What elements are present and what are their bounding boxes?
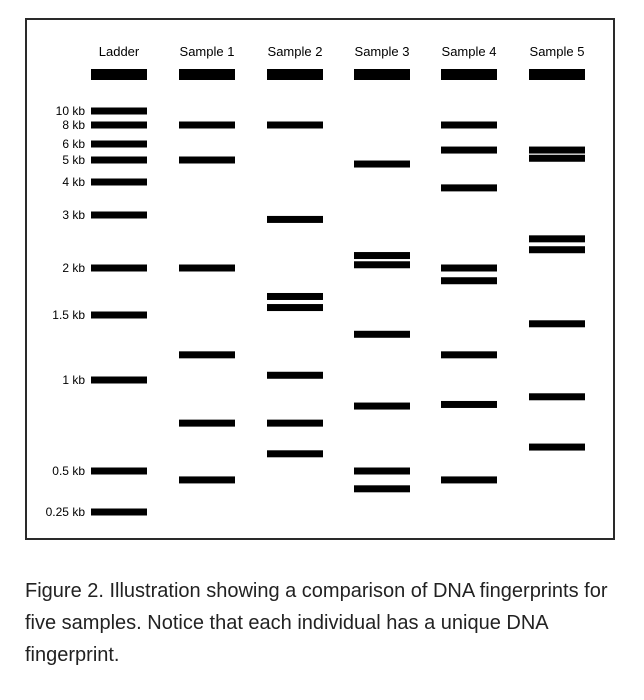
ladder-band [91,212,147,219]
dna-band [267,293,323,300]
ladder-band [91,312,147,319]
well-band [354,69,410,80]
dna-band [441,184,497,191]
dna-band [529,155,585,162]
ladder-band [91,265,147,272]
dna-band [529,444,585,451]
dna-band [441,476,497,483]
ladder-band [91,468,147,475]
size-label: 6 kb [62,137,85,151]
size-label: 3 kb [62,208,85,222]
size-label: 2 kb [62,261,85,275]
dna-band [354,485,410,492]
ladder-size-labels [46,104,86,519]
lane-header: Sample 5 [529,44,585,59]
lane-sample-1 [179,44,235,483]
size-label: 8 kb [62,118,85,132]
dna-band [529,147,585,154]
size-label: 0.25 kb [45,505,85,519]
well-band [91,69,147,80]
ladder-band [91,122,147,129]
dna-band [354,161,410,168]
well-band [441,69,497,80]
size-label: 4 kb [62,175,85,189]
well-band [267,69,323,80]
dna-band [267,420,323,427]
ladder-band [91,141,147,148]
dna-band [267,372,323,379]
ladder-band [91,509,147,516]
size-label: 10 kb [55,104,85,118]
lane-header: Sample 4 [441,44,497,59]
dna-band [529,235,585,242]
dna-band [179,420,235,427]
well-band [179,69,235,80]
lane-header: Sample 2 [267,44,323,59]
lane-sample-5 [529,44,585,451]
dna-band [267,304,323,311]
gel-figure [25,18,615,540]
dna-band [354,261,410,268]
dna-band [529,246,585,253]
dna-band [267,450,323,457]
dna-band [354,468,410,475]
ladder-band [91,157,147,164]
lane-sample-4 [441,44,497,483]
dna-band [179,476,235,483]
dna-band [529,393,585,400]
dna-band [441,265,497,272]
lane-header: Sample 1 [179,44,235,59]
lane-sample-2 [267,44,323,457]
lane-header: Sample 3 [354,44,410,59]
dna-band [179,157,235,164]
size-label: 0.5 kb [52,464,85,478]
dna-band [179,122,235,129]
dna-band [441,122,497,129]
dna-band [179,351,235,358]
lane-sample-3 [354,44,410,492]
dna-band [529,320,585,327]
dna-band [441,277,497,284]
ladder-band [91,377,147,384]
dna-band [267,122,323,129]
dna-band [354,252,410,259]
dna-band [179,265,235,272]
dna-band [354,403,410,410]
dna-band [441,147,497,154]
dna-band [267,216,323,223]
figure-caption: Figure 2. Illustration showing a comparison of DNA fingerprints for five samples. Notice that each individual has a unique DNA fingerprint. [25,580,608,666]
gel-diagram [27,20,613,538]
size-label: 5 kb [62,153,85,167]
ladder-band [91,108,147,115]
well-band [529,69,585,80]
size-label: 1 kb [62,373,85,387]
lane-header: Ladder [98,44,140,59]
size-label: 1.5 kb [52,308,85,322]
lane-ladder [91,44,147,516]
dna-band [441,351,497,358]
dna-band [441,401,497,408]
ladder-band [91,179,147,186]
dna-band [354,331,410,338]
